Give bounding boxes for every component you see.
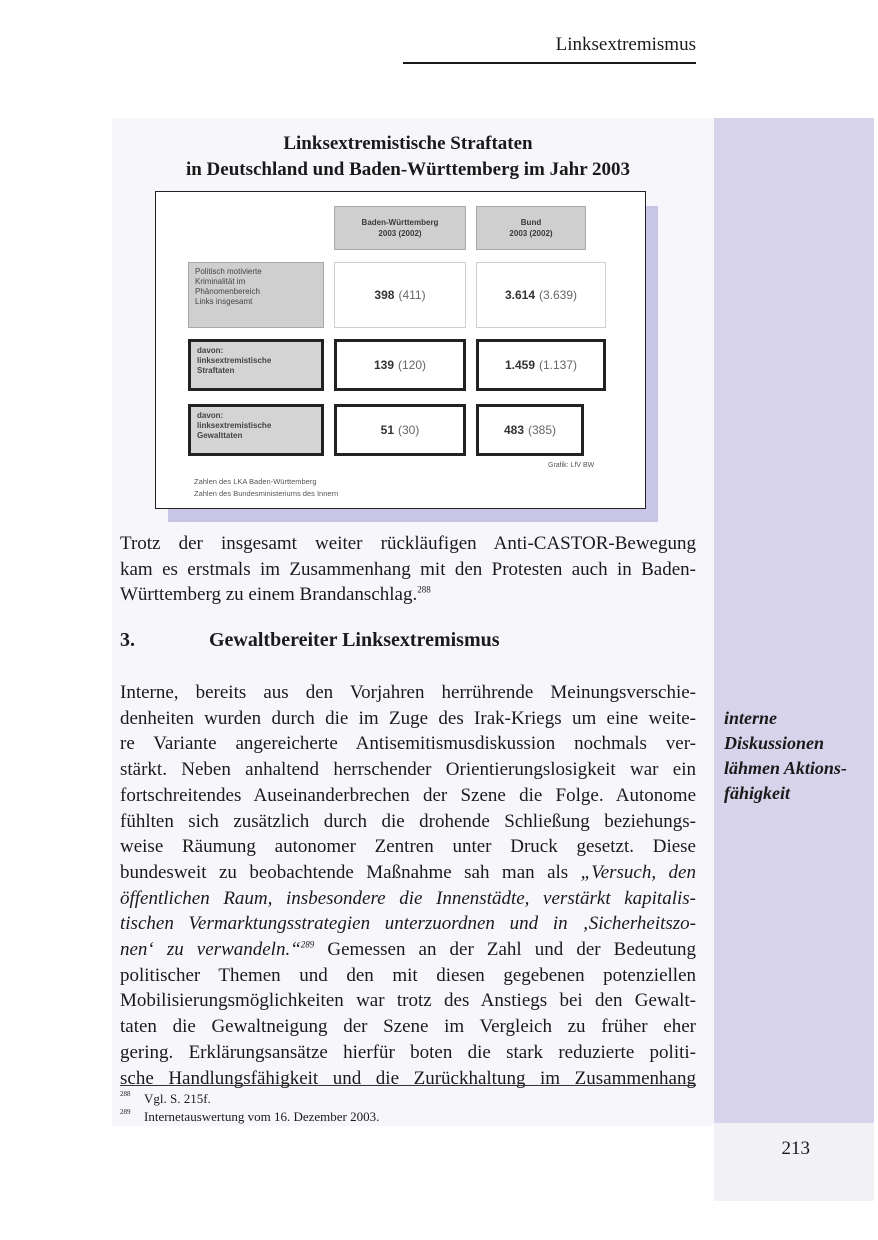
text-line [120, 886, 696, 912]
text-line: gering. Erklärungsansätze hierfür boten die stark reduzierte politi- [120, 1041, 696, 1063]
value-cell-bw-row-3 [334, 404, 466, 456]
footnote-text: Internetauswertung vom 16. Dezember 2003. [144, 1109, 380, 1124]
footnote-divider [120, 1085, 696, 1086]
value-previous: (385) [528, 423, 557, 437]
column-header-label: Baden-Württemberg [361, 218, 439, 227]
text-line: fühlten sich zusätzlich durch die drohende Schließung beziehungs- [120, 810, 696, 832]
row-label-line: Kriminalität im [195, 277, 246, 286]
footnote-number: 288 [120, 1090, 131, 1098]
text-plain: Gemessen an der Zahl und der Bedeutung [314, 939, 696, 961]
row-header-politisch-motivierte-kriminalitaet [188, 262, 324, 328]
footnote-text: Vgl. S. 215f. [144, 1091, 211, 1106]
margin-note-line: interne [724, 708, 778, 728]
text-line: denheiten wurden durch die im Zuge des Irak-Kriegs um eine weite- [120, 707, 696, 729]
row-label-line: Politisch motivierte [195, 267, 262, 276]
text-line [120, 937, 696, 963]
value-current: 3.614 [504, 288, 535, 302]
column-header-bund [476, 206, 586, 250]
page-number: 213 [781, 1138, 810, 1159]
row-label-line: Links insgesamt [195, 297, 253, 306]
value-current: 51 [380, 423, 394, 437]
section-title: Gewaltbereiter Linksextremismus [209, 629, 500, 651]
text-line: kam es erstmals im Zusammenhang mit den Protesten auch in Baden- [120, 558, 696, 580]
value-current: 139 [373, 358, 394, 372]
text-line: politischer Themen und den mit diesen gegebenen potenziellen [120, 964, 696, 986]
text-line: weise Räumung autonomer Zentren unter Druck gesetzt. Diese [120, 836, 696, 858]
figure-title-line-1: Linksextremistische Straftaten [283, 133, 533, 154]
value-cell-bw-row-1 [334, 262, 466, 328]
margin-note-line: fähigkeit [724, 783, 790, 803]
footnote-ref-number: 289 [300, 939, 315, 950]
statistics-figure [155, 191, 646, 509]
text-line-content: Württemberg zu einem Brandanschlag. [120, 584, 418, 606]
column-header-year: 2003 (2002) [509, 229, 553, 238]
footnote-ref: 288 [417, 585, 431, 596]
row-label-line: Straftaten [197, 366, 235, 375]
text-line: Mobilisierungsmöglichkeiten war trotz des Anstiegs bei den Gewalt- [120, 990, 696, 1012]
intro-paragraph [120, 531, 696, 608]
body-paragraph [120, 680, 696, 1091]
value-previous: (120) [398, 358, 427, 372]
row-label-line: davon: [197, 346, 224, 355]
figure-title [120, 131, 696, 183]
text-line: Trotz der insgesamt weiter rückläufigen Anti-CASTOR-Bewegung [120, 533, 696, 554]
row-label-line: linksextremistische [197, 356, 272, 365]
text-line: Interne, bereits aus den Vorjahren herrührende Meinungsverschie- [120, 682, 696, 703]
text-line: fortschreitendes Auseinanderbrechen der Szene die Folge. Autonome [120, 784, 696, 806]
figure-note-1: Zahlen des LKA Baden-Württemberg [194, 477, 317, 486]
figure-note-2: Zahlen des Bundesministeriums des Innern [194, 489, 339, 498]
text-line: stärkt. Neben anhaltend herrschender Orientierungslosigkeit war ein [120, 759, 696, 781]
figure-title-line-2: in Deutschland und Baden-Württemberg im Jahr 2003 [185, 159, 631, 180]
section-number: 3. [120, 629, 135, 651]
margin-column [714, 118, 874, 1123]
text-line: taten die Gewaltneigung der Szene im Vergleich zu früher eher [120, 1016, 696, 1038]
quote-text: tischen Vermarktungsstrategien unterzuordnen und in ‚Sicherheitszo- [120, 913, 696, 935]
footnote-ref [301, 940, 315, 950]
text-line [120, 911, 696, 937]
value-previous: (411) [398, 288, 426, 302]
row-header-linksextremistische-gewalttaten [188, 404, 324, 456]
text-line: sche Handlungsfähigkeit und die Zurückhaltung im Zusammenhang [120, 1067, 696, 1089]
column-header-label: Bund [520, 218, 542, 227]
quote-text: öffentlichen Raum, insbesondere die Innenstädte, verstärkt kapitalis- [120, 887, 696, 909]
value-previous: (3.639) [539, 288, 578, 302]
page-number-area [714, 1123, 874, 1201]
margin-note-line: Diskussionen [724, 733, 825, 753]
quote-text: nen‘ zu verwandeln.“ [120, 939, 301, 961]
value-current: 398 [374, 288, 395, 302]
value-cell-bund-row-2 [476, 339, 606, 391]
value-previous: (1.137) [539, 358, 578, 372]
value-current: 1.459 [504, 358, 535, 372]
row-label-line: Phänomenbereich [195, 287, 260, 296]
footnote-number: 289 [120, 1108, 131, 1116]
row-header-linksextremistische-straftaten [188, 339, 324, 391]
row-label-line: Gewalttaten [197, 431, 243, 440]
column-header-baden-wuerttemberg [334, 206, 466, 250]
value-previous: (30) [398, 423, 420, 437]
row-label-line: davon: [197, 411, 224, 420]
text-line [120, 860, 696, 886]
text-plain: bundesweit zu beobachtende Maßnahme sah man als [120, 861, 581, 883]
row-label-line: linksextremistische [197, 421, 272, 430]
value-current: 483 [503, 423, 524, 437]
margin-note [724, 706, 872, 806]
text-line [120, 582, 696, 608]
figure-source: Grafik: LfV BW [548, 462, 595, 469]
text-line: re Variante angereicherte Antisemitismusdiskussion nochmals ver- [120, 733, 696, 755]
running-header: Linksextremismus [403, 34, 696, 64]
column-header-year: 2003 (2002) [378, 229, 422, 238]
value-cell-bw-row-2 [334, 339, 466, 391]
value-cell-bund-row-3 [476, 404, 584, 456]
quote-text: „Versuch, den [580, 861, 696, 883]
value-cell-bund-row-1 [476, 262, 606, 328]
margin-note-line: lähmen Aktions- [724, 758, 847, 778]
